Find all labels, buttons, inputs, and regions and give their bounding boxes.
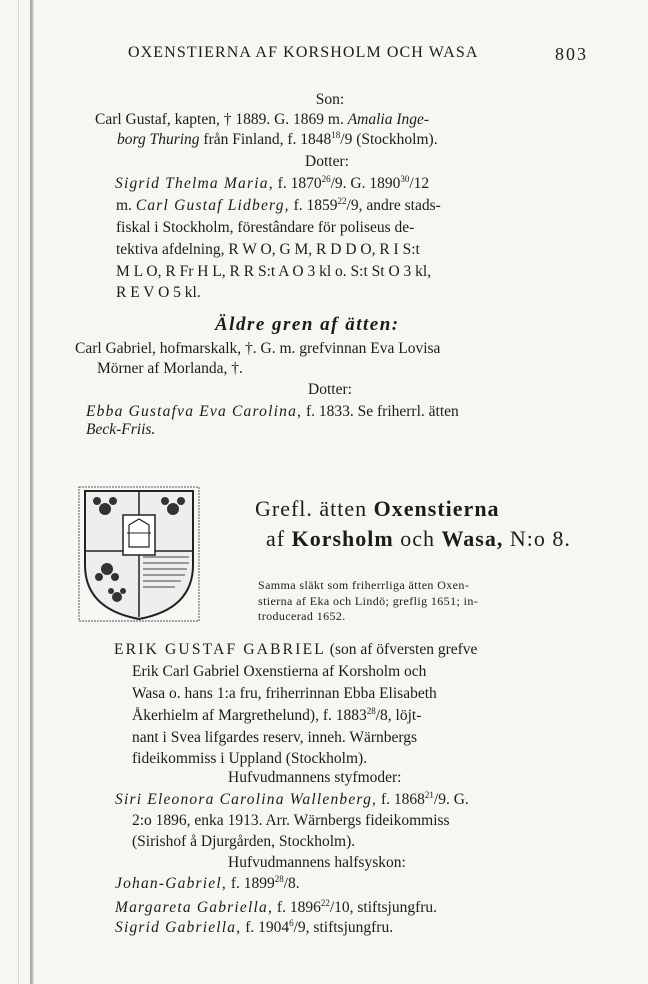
text: Ebba Gustafva Eva Carolina,	[86, 403, 303, 420]
entry-sigrid	[115, 174, 429, 194]
text: /10, stiftsjungfru.	[329, 899, 438, 916]
text: f. 1899	[230, 875, 275, 892]
text: /8, löjt-	[375, 707, 422, 724]
text: Siri Eleonora Carolina Wallenberg,	[115, 791, 378, 808]
text: Carl Gustaf Lidberg,	[135, 197, 290, 214]
text: Margareta Gabriella,	[115, 899, 274, 916]
text: f. 1870	[277, 175, 322, 192]
coat-of-arms-icon	[77, 485, 201, 623]
text: och	[400, 526, 435, 551]
text: ERIK GUSTAF GABRIEL	[114, 641, 326, 658]
text: Grefl. ätten	[255, 496, 368, 521]
text: Sigrid Thelma Maria,	[115, 175, 274, 192]
text: f. 1896	[276, 899, 321, 916]
sup: 21	[424, 789, 434, 800]
text: m.	[116, 197, 132, 214]
family-note: Samma släkt som friherrliga ätten Oxen-	[258, 578, 470, 592]
dotter-heading: Dotter:	[308, 381, 352, 398]
sup: 22	[320, 897, 330, 908]
text: Carl Gustaf, kapten, † 1889. G. 1869 m.	[95, 111, 344, 128]
text: Åkerhielm af Margrethelund), f. 1883	[132, 707, 367, 724]
text: f. 1904	[245, 919, 290, 936]
text: /9, andre stads-	[346, 197, 441, 214]
entry-carl-gustaf	[95, 110, 429, 130]
text: Korsholm	[291, 526, 394, 551]
running-title: OXENSTIERNA AF KORSHOLM OCH WASA	[128, 44, 479, 61]
text: Johan-Gabriel,	[115, 875, 227, 892]
entry-line: nant i Svea lifgardes reserv, inneh. Wärnbergs	[132, 729, 418, 746]
entry-sigrid-gabriella	[115, 918, 393, 938]
entry-line	[117, 130, 438, 150]
entry-ebba	[86, 402, 459, 422]
entry-line: fiskal i Stockholm, förestândare för poliseus de-	[116, 219, 415, 236]
halfsyskon-heading: Hufvudmannens halfsyskon:	[228, 854, 406, 871]
text: f. 1868	[380, 791, 425, 808]
text: Oxenstierna	[373, 496, 500, 521]
entry-line: M L O, R Fr H L, R R S:t A O 3 kl o. S:t St O 3 kl,	[116, 263, 432, 280]
entry-siri	[115, 790, 469, 810]
entry-line: R E V O 5 kl.	[116, 284, 201, 301]
sup: 28	[366, 705, 376, 716]
entry-line: 2:o 1896, enka 1913. Arr. Wärnbergs fideikommiss	[132, 812, 450, 829]
entry-line	[132, 706, 421, 726]
entry-line: Wasa o. hans 1:a fru, friherrinnan Ebba Elisabeth	[132, 685, 437, 702]
dotter-heading: Dotter:	[305, 153, 349, 170]
entry-johan-gabriel	[115, 874, 300, 894]
son-heading: Son:	[315, 91, 345, 108]
text: Wasa,	[441, 526, 504, 551]
entry-margareta	[115, 898, 437, 918]
sup: 28	[274, 873, 284, 884]
text: af	[266, 526, 286, 551]
entry-line: fideikommiss i Uppland (Stockholm).	[132, 750, 368, 767]
family-note: stierna af Eka och Lindö; greflig 1651; in-	[258, 594, 479, 608]
text: Amalia Inge-	[347, 111, 430, 128]
text: (son af öfversten grefve	[329, 641, 478, 658]
entry-carl-gabriel: Carl Gabriel, hofmarskalk, †. G. m. grefvinnan Eva Lovisa	[75, 340, 441, 357]
section-heading: Äldre gren af ätten:	[215, 314, 400, 335]
text: borg Thuring	[117, 131, 200, 148]
text: /9 (Stockholm).	[340, 131, 438, 148]
text: /9, stiftsjungfru.	[293, 919, 394, 936]
sup: 18	[331, 129, 341, 140]
page-edge-line	[18, 0, 19, 984]
book-spine-shadow	[30, 0, 34, 984]
entry-line	[116, 196, 441, 216]
entry-line: Erik Carl Gabriel Oxenstierna af Korsholm och	[132, 663, 427, 680]
text: /9. G.	[433, 791, 469, 808]
sup: 22	[337, 195, 347, 206]
text: /9. G. 1890	[330, 175, 401, 192]
page-number: 803	[555, 44, 588, 64]
entry-line: tektiva afdelning, R W O, G M, R D D O, R I S:t	[116, 241, 420, 258]
text: från Finland, f. 1848	[203, 131, 332, 148]
sup: 6	[289, 917, 294, 928]
entry-line: Mörner af Morlanda, †.	[97, 360, 243, 377]
text: /12	[409, 175, 430, 192]
text: N:o 8.	[509, 526, 571, 551]
styfmoder-heading: Hufvudmannens styfmoder:	[228, 769, 402, 786]
text: f. 1859	[293, 197, 338, 214]
family-note: troducerad 1652.	[258, 609, 346, 623]
family-title-line1	[255, 496, 500, 522]
entry-erik-gustaf-gabriel	[114, 640, 477, 660]
running-header	[128, 44, 588, 65]
text: /8.	[283, 875, 300, 892]
entry-line: Beck-Friis.	[86, 421, 156, 438]
entry-line: (Sirishof å Djurgården, Stockholm).	[132, 833, 356, 850]
sup: 30	[400, 173, 410, 184]
text: f. 1833. Se friherrl. ätten	[305, 403, 459, 420]
family-title-line2	[266, 526, 571, 552]
sup: 26	[321, 173, 331, 184]
text: Sigrid Gabriella,	[115, 919, 242, 936]
